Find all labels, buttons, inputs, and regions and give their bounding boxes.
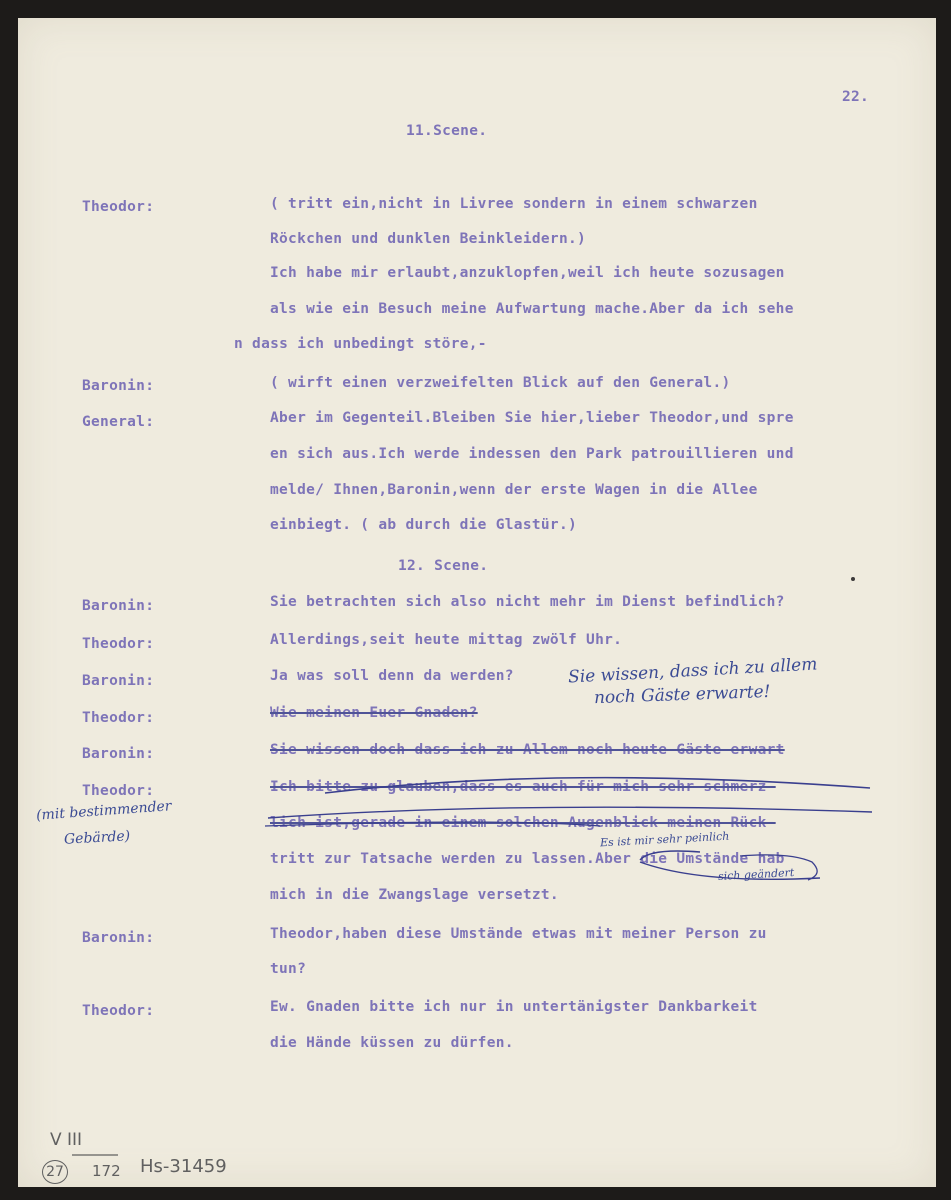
dialogue-line: Aber im Gegenteil.Bleiben Sie hier,lieber Theodor,und spre — [270, 410, 794, 426]
archive-signature: Hs-31459 — [140, 1156, 227, 1177]
dialogue-line: ( wirft einen verzweifelten Blick auf den General.) — [270, 375, 731, 391]
dialogue-line: einbiegt. ( ab durch die Glastür.) — [270, 517, 578, 533]
dialogue-line: Ew. Gnaden bitte ich nur in untertänigster Dankbarkeit — [270, 999, 758, 1015]
dialogue-line: Allerdings,seit heute mittag zwölf Uhr. — [270, 632, 623, 648]
dialogue-line: Ja was soll denn da werden? — [270, 668, 514, 684]
dialogue-line: Ich habe mir erlaubt,anzuklopfen,weil ich heute sozusagen — [270, 265, 785, 281]
speaker-label: Baronin: — [82, 378, 155, 394]
dialogue-line: als wie ein Besuch meine Aufwartung mache.Aber da ich sehe — [270, 301, 794, 317]
scene-11-heading: 11.Scene. — [406, 123, 488, 139]
handwritten-insertion: noch Gäste erwarte! — [593, 681, 771, 709]
speaker-label: Theodor: — [82, 710, 155, 726]
page-number: 22. — [842, 89, 870, 105]
dialogue-line: Röckchen und dunklen Beinkleidern.) — [270, 231, 587, 247]
speaker-label: Theodor: — [82, 199, 155, 215]
dialogue-line: tritt zur Tatsache werden zu lassen.Aber die Umstände hab — [270, 851, 785, 867]
handwritten-insertion: sich geändert — [717, 866, 795, 883]
dialogue-line: Sie betrachten sich also nicht mehr im Dienst befindlich? — [270, 594, 785, 610]
dialogue-line-struck: Sie wissen doch dass ich zu Allem noch heute Gäste erwart — [270, 742, 785, 758]
handwritten-stage-direction: Gebärde) — [63, 828, 131, 848]
speaker-label: Baronin: — [82, 746, 155, 762]
dialogue-line: ( tritt ein,nicht in Livree sondern in einem schwarzen — [270, 196, 758, 212]
speaker-label: General: — [82, 414, 155, 430]
dialogue-line-struck: Ich bitte zu glauben,dass es auch für mich sehr schmerz- — [270, 779, 776, 795]
dialogue-line: melde/ Ihnen,Baronin,wenn der erste Wagen in die Allee — [270, 482, 758, 498]
archive-circled-number: 27 — [42, 1160, 68, 1184]
dialogue-line: die Hände küssen zu dürfen. — [270, 1035, 514, 1051]
dialogue-line: en sich aus.Ich werde indessen den Park patrouillieren und — [270, 446, 794, 462]
scene-12-heading: 12. Scene. — [398, 558, 489, 574]
archive-number: 172 — [92, 1162, 121, 1180]
speaker-label: Theodor: — [82, 783, 155, 799]
speaker-label: Baronin: — [82, 930, 155, 946]
dialogue-line-struck: Wie meinen Euer Gnaden? — [270, 705, 478, 721]
speaker-label: Theodor: — [82, 1003, 155, 1019]
dialogue-line: n dass ich unbedingt störe,- — [234, 336, 487, 352]
dialogue-line-struck: lich ist,gerade in einem solchen Augenblick meinen Rück- — [270, 815, 776, 831]
handwritten-stage-direction: (mit bestimmender — [35, 798, 173, 824]
handwritten-insertion: Sie wissen, dass ich zu allem — [567, 654, 818, 688]
speaker-label: Baronin: — [82, 673, 155, 689]
dialogue-line: mich in die Zwangslage versetzt. — [270, 887, 559, 903]
dialogue-line: tun? — [270, 961, 307, 977]
handwritten-insertion: Es ist mir sehr peinlich — [599, 829, 730, 850]
speaker-label: Theodor: — [82, 636, 155, 652]
dialogue-line: Theodor,haben diese Umstände etwas mit meiner Person zu — [270, 926, 767, 942]
speaker-label: Baronin: — [82, 598, 155, 614]
archive-roman-numeral: V III — [50, 1130, 83, 1150]
